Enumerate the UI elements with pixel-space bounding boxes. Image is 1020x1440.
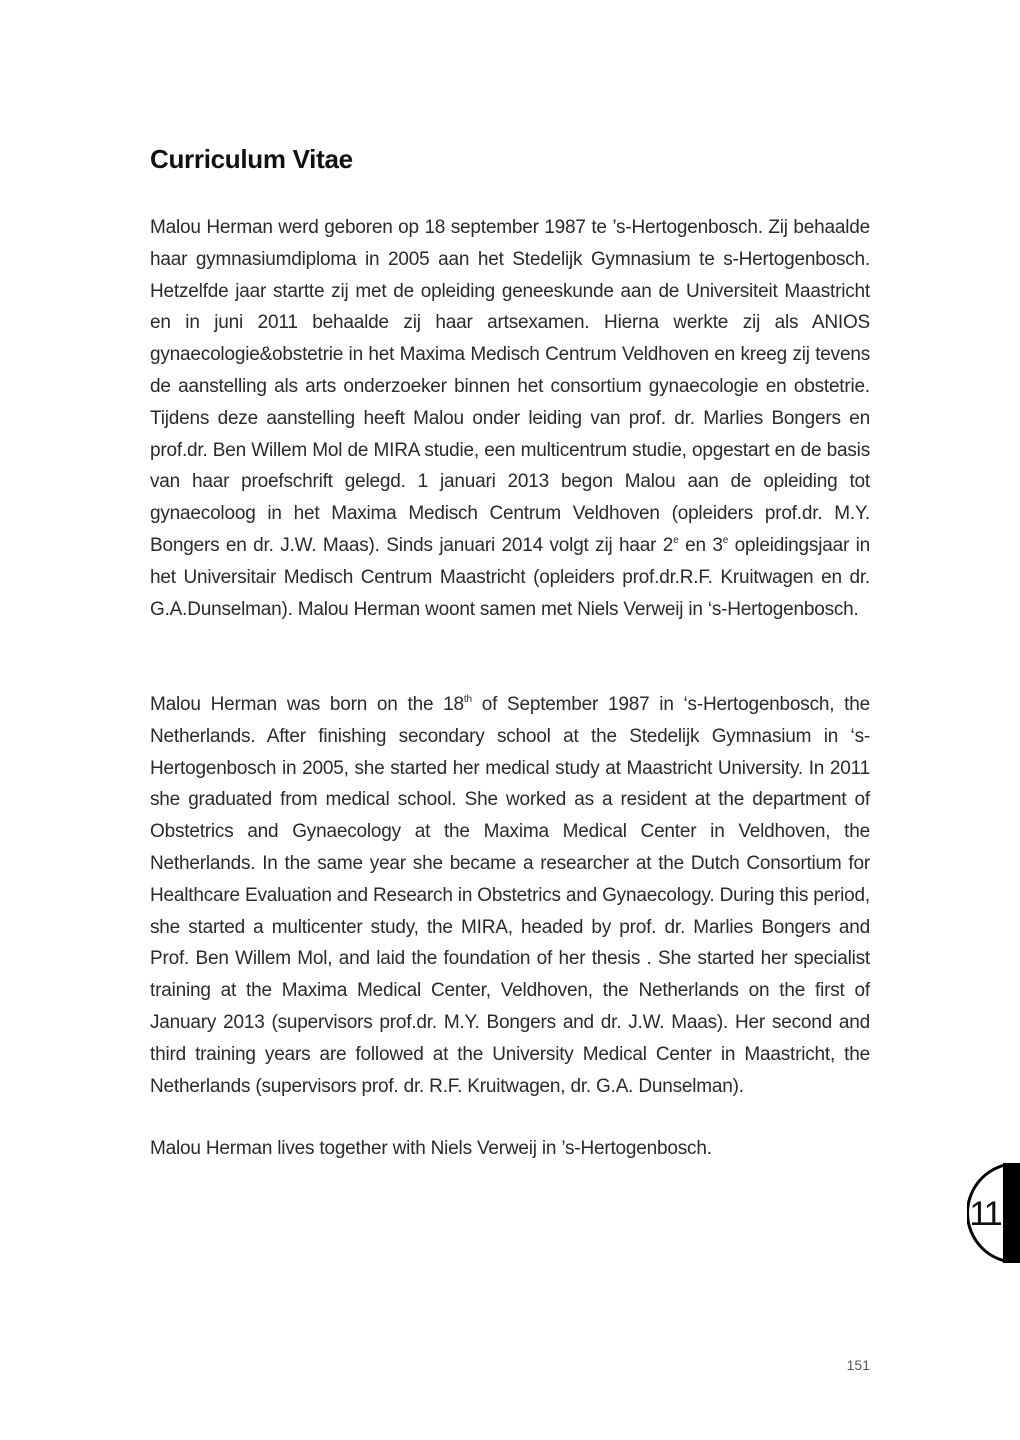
english-paragraph-superscript: th <box>463 693 472 705</box>
english-paragraph <box>150 689 870 1102</box>
page-number: 151 <box>846 1357 870 1373</box>
english-closing-line: Malou Herman lives together with Niels Verweij in ’s-Hertogenbosch. <box>150 1138 712 1159</box>
dutch-paragraph <box>150 212 870 625</box>
dutch-paragraph-superscript-2: e <box>722 534 729 546</box>
english-paragraph-text-2: of September 1987 in ‘s-Hertogenbosch, the Netherlands. After finishing secondary school at the Stedelijk Gymnasium in ‘s-Hertogenbosch in 2005, she started her medical study at Maastricht University. In 2011 she graduated from medical school. She worked as a resident at the department of Obstetrics and Gynaecology at the Maxima Medical Center in Veldhoven, the Netherlands. In the same year she became a researcher at the Dutch Consortium for Healthcare Evaluation and Research in Obstetrics and Gynaecology. During this period, she started a multicenter study, the MIRA, headed by prof. dr. Marlies Bongers and Prof. Ben Willem Mol, and laid the foundation of her thesis . She started her specialist training at the Maxima Medical Center, Veldhoven, the Netherlands on the first of January 2013 (supervisors prof.dr. M.Y. Bongers and dr. J.W. Maas). Her second and third training years are followed at the University Medical Center in Maastricht, the Netherlands (supervisors prof. dr. R.F. Kruitwagen, dr. G.A. Dunselman). <box>150 694 870 1097</box>
dutch-paragraph-text-3: opleidingsjaar in het Universitair Medisch Centrum Maastricht (opleiders prof.dr.R.F. Kruitwagen en dr. G.A.Dunselman). Malou Herman woont samen met Niels Verweij in ‘s-Hertogenbosch. <box>150 534 870 620</box>
chapter-number: 11 <box>969 1195 1001 1233</box>
english-paragraph-text-1: Malou Herman was born on the 18 <box>150 694 464 715</box>
dutch-paragraph-text-1: Malou Herman werd geboren op 18 september 1987 te ’s-Hertogenbosch. Zij behaalde haar gymnasiumdiploma in 2005 aan het Stedelijk Gymnasium te s-Hertogenbosch. Hetzelfde jaar startte zij met de opleiding geneeskunde aan de Universiteit Maastricht en in juni 2011 behaalde zij haar artsexamen. Hierna werkte zij als ANIOS gynaecologie&obstetrie in het Maxima Medisch Centrum Veldhoven en kreeg zij tevens de aanstelling als arts onderzoeker binnen het consortium gynaecologie en obstetrie. Tijdens deze aanstelling heeft Malou onder leiding van prof. dr. Marlies Bongers en prof.dr. Ben Willem Mol de MIRA studie, een multicentrum studie, opgestart en de basis van haar proefschrift gelegd. 1 januari 2013 begon Malou aan de opleiding tot gynaecoloog in het Maxima Medisch Centrum Veldhoven (opleiders prof.dr. M.Y. Bongers en dr. J.W. Maas). Sinds januari 2014 volgt zij haar 2 <box>150 217 870 556</box>
dutch-paragraph-superscript-1: e <box>673 534 679 546</box>
dutch-paragraph-text-2: en 3 <box>678 534 723 556</box>
page-title: Curriculum Vitae <box>150 144 353 174</box>
